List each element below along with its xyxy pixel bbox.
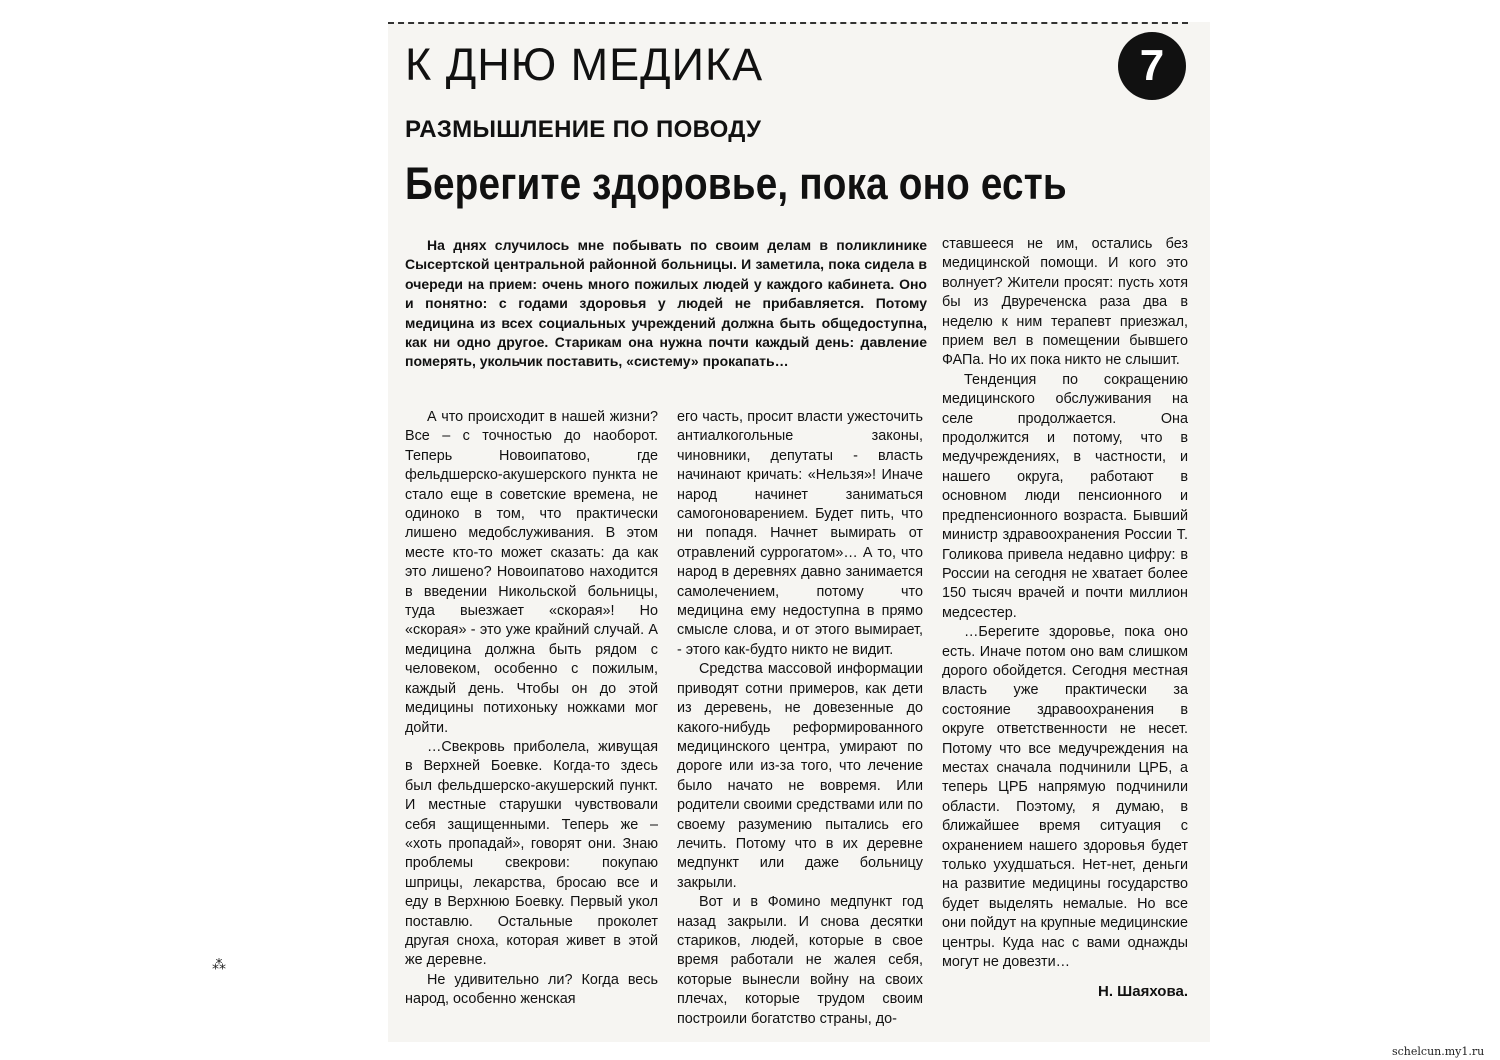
paragraph: его часть, просит власти ужесточить антиалкогольные законы, чиновники, депутаты - власть начинают кричать: «Нельзя»! Иначе народ начинет заниматься самогоноварением. Будет пить, что ни попадя. Начнет вымирать от отравлений суррогатом»… А то, что народ в деревнях давно занимается самолечением, потому что медицина ему недоступна в прямо смысле слова, и от этого вымирает, - этого как-будто никто не видит. (677, 409, 923, 658)
page-number: 7 (1118, 32, 1186, 100)
text-column-3 (942, 235, 1188, 1035)
site-watermark: schelcun.my1.ru (1392, 1045, 1485, 1058)
paragraph: …Свекровь приболела, живущая в Верхней Боевке. Когда-то здесь был фельдшерско-акушерский пункт. И местные старушки чувствовали себя защищенными. Теперь же – «хоть пропадай», говорят они. Знаю проблемы свекрови: покупаю шприцы, лекарства, бросаю все и еду в Верхнюю Боевку. Первый укол поставлю. Остальные проколет другая сноха, которая живет в этой же деревне. (405, 738, 658, 969)
text-column-2 (677, 408, 923, 1028)
article-lead: На днях случилось мне побывать по своим делам в поликлинике Сысертской центральной районной больницы. И заметила, пока сидела в очереди на прием: очень много пожилых людей у каждого кабинета. Оно и понятно: с годами здоровья у людей не прибавляется. Потому медицина из всех социальных учреждений должна быть общедоступна, как ни одно другое. Старикам она нужна почти каждый день: давление померять, укольчик поставить, «систему» прокапать… (405, 237, 927, 370)
article-kicker: РАЗМЫШЛЕНИЕ ПО ПОВОДУ (405, 116, 762, 143)
paragraph: …Берегите здоровье, пока оно есть. Иначе потом оно вам слишком дорого обойдется. Сегодня местная власть уже практически за состояние здравоохранения в округе ответственности не несет. Потому что все медучреждения на местах сначала подчинили ЦРБ, а теперь ЦРБ напрямую подчинили области. Поэтому, я думаю, в ближайшее время ситуация с охранением нашего здоровья будет только ухудшаться. Нет-нет, деньги на развитие медицины государство будет выделять немалые. Но все они пойдут на крупные медицинские центры. Куда нас с вами однажды могут не довезти… (942, 624, 1188, 971)
top-divider (388, 22, 1188, 24)
rubric-title: К ДНЮ МЕДИКА (405, 39, 764, 90)
paragraph: Не удивительно ли? Когда весь народ, особенно женская (405, 971, 658, 1008)
paragraph: ставшееся не им, остались без медицинской помощи. И кого это волнует? Жители просят: пусть хотя бы из Двуреченска раза два в неделю к ним терапевт приезжал, прием вел в помещении бывшего ФАПа. Но их пока никто не слышит. (942, 236, 1188, 369)
paragraph: Вот и в Фомино медпункт год назад закрыли. И снова десятки стариков, людей, которые в свое время работали не жалея себя, которые вынесли войну на своих плечах, которые трудом своим построили богатство страны, до- (677, 894, 923, 1027)
paragraph: Средства массовой информации приводят сотни примеров, как дети из деревень, не довезенные до какого-нибудь реформированного медицинского центра, умирают по дороге или из-за того, что лечение было начато не вовремя. Или родители своими средствами или по своему разумению пытались его лечить. Потому что в их деревне медпункт или даже больницу закрыли. (677, 661, 923, 891)
paragraph: Тенденция по сокращению медицинского обслуживания на селе продолжается. Она продолжится и потому, что в медучреждениях, в частности, и нашего округа, работают в основном люди пенсионного и предпенсионного возраста. Бывший министр здравоохранения России Т. Голикова привела недавно цифру: в России на сегодня не хватает более 150 тысяч врачей и почти миллион медсестер. (942, 371, 1188, 621)
text-column-1 (405, 408, 658, 1028)
article-headline: Берегите здоровье, пока оно есть (405, 158, 1067, 209)
article-author: Н. Шаяхова. (1098, 983, 1188, 1000)
paragraph: А что происходит в нашей жизни? Все – с точностью до наоборот. Теперь Новоипатово, где фельдшерско-акушерского пункта не стало еще в советские времена, не одиноко в том, что практически лишено медобслуживания. В этом месте кто-то может сказать: да как это лишено? Новоипатово находится в введении Никольской больницы, туда выезжает «скорая»! Но «скорая» - это уже крайний случай. А медицина должна быть рядом с человеком, особенно с пожилым, каждый день. Чтобы он до этой медицины потихоньку ножками мог дойти. (405, 409, 658, 736)
scan-speck: ⁂ (212, 956, 226, 972)
